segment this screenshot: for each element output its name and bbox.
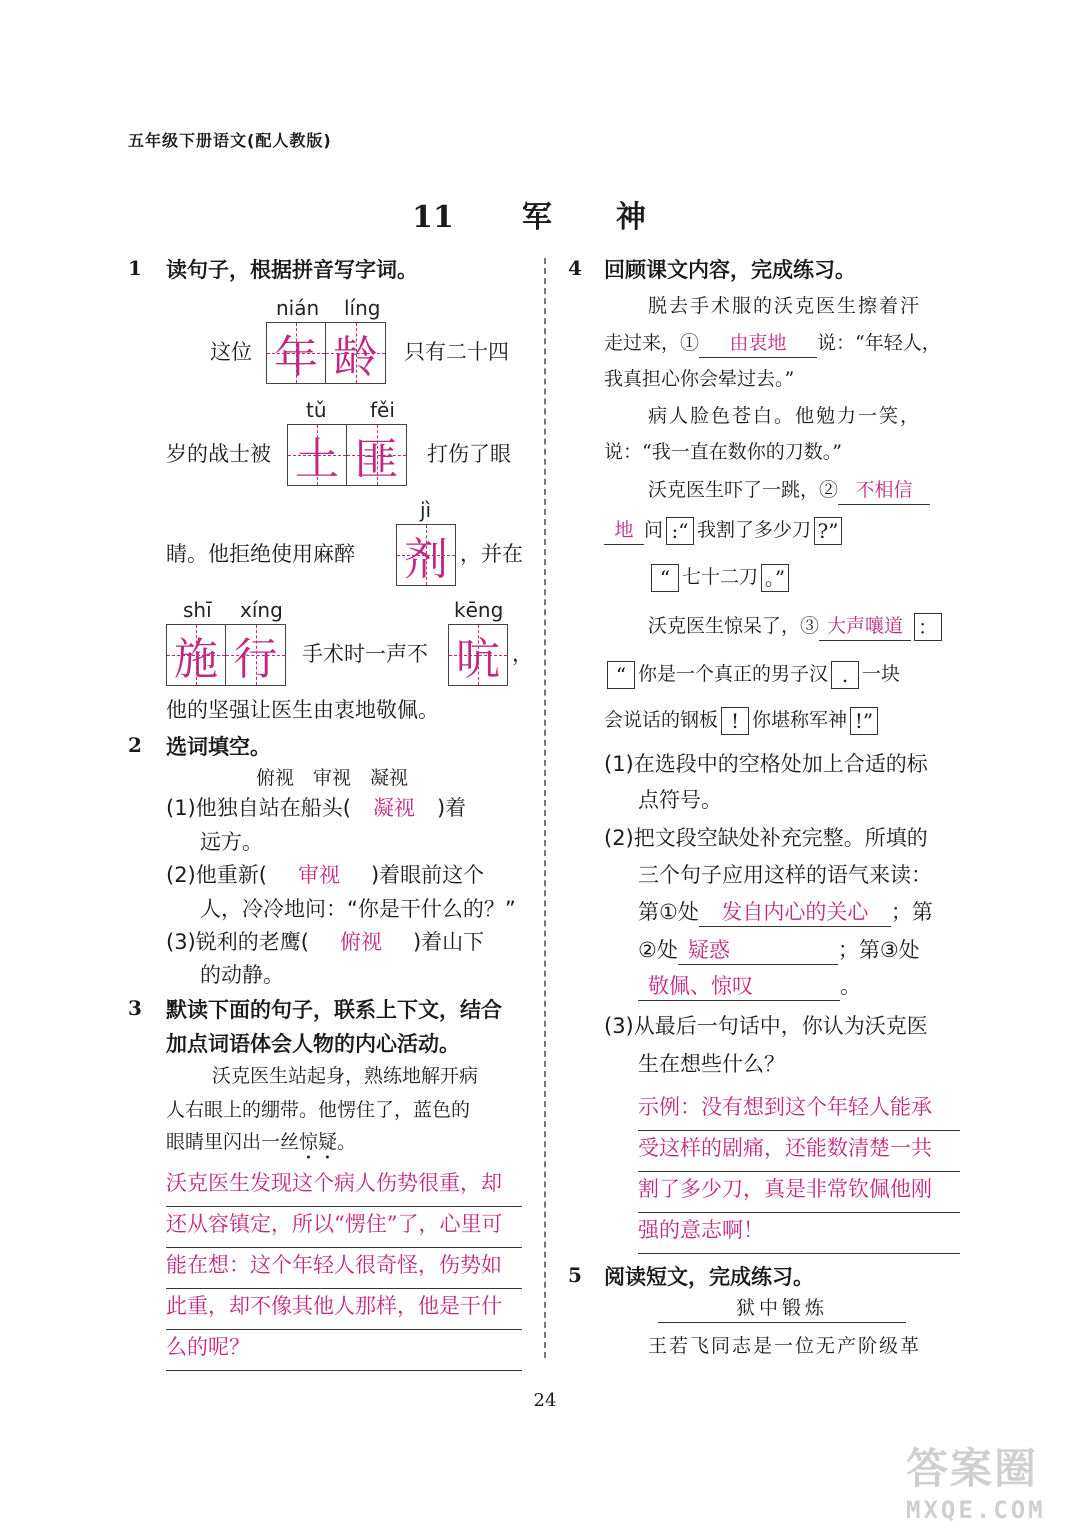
q2-s3-cont: 的动静。 — [200, 963, 284, 987]
q4-passage-5: 说：“我一直在数你的刀数。” — [604, 441, 842, 463]
q5-title: 阅读短文，完成练习。 — [604, 1265, 814, 1289]
q2-s1: (1)他独自站在船头( 凝视 )着 — [166, 796, 467, 820]
lesson-title — [0, 192, 1090, 236]
q1-text-1: 这位 — [210, 340, 252, 364]
q1-text-4: 打伤了眼 — [427, 442, 511, 466]
q4-title: 回顾课文内容，完成练习。 — [604, 258, 856, 282]
pinyin-shi: shī — [183, 598, 212, 622]
q4-passage-2: 走过来，① 由衷地 说：“年轻人， — [604, 329, 941, 358]
q1-text-8: ， — [512, 642, 533, 666]
q4-passage-4: 病人脸色苍白。他勉力一笑， — [648, 405, 922, 427]
q2-word-bank: 俯视 审视 凝视 — [256, 767, 409, 789]
char-grid-keng — [448, 624, 508, 686]
q4-blank-3: 大声嚷道 — [819, 612, 911, 641]
q3-passage-3: 眼睛里闪出一丝惊疑。 — [166, 1131, 357, 1153]
q4-passage-3: 我真担心你会晕过去。” — [604, 368, 795, 390]
q1-text-6: ，并在 — [460, 542, 523, 566]
char-cell: 龄 — [326, 322, 386, 384]
pinyin-ling: líng — [344, 296, 381, 320]
q4-s1-a: (1)在选段中的空格处加上合适的标 — [604, 752, 928, 776]
watermark-url: MXQE.COM — [906, 1496, 1046, 1524]
pinyin-fei: fěi — [370, 398, 395, 422]
q4-passage-10: “ 你是一个真正的男子汉 . 一块 — [604, 660, 900, 689]
q4-s2-e: 敬佩、惊叹 。 — [638, 972, 861, 1001]
q3-passage-1: 沃克医生站起身，熟练地解开病 — [212, 1065, 479, 1087]
answer-line: 么的呢？ — [166, 1330, 522, 1371]
q2-s1-cont: 远方。 — [200, 830, 263, 854]
punct-box: !” — [850, 707, 878, 735]
char-cell: 行 — [226, 624, 286, 686]
q2-answer-3: 俯视 — [339, 930, 382, 954]
punct-box: “ — [607, 661, 635, 689]
char-grid-nianling — [266, 322, 386, 384]
q5-number: 5 — [568, 1263, 582, 1287]
q4-passage-8: “ 七十二刀 。” — [648, 563, 792, 592]
q3-answer — [166, 1166, 522, 1371]
q4-answer — [638, 1090, 960, 1254]
q1-text-9: 他的坚强让医生由衷地敬佩。 — [166, 698, 439, 722]
q4-passage-11: 会说话的钢板 ! 你堪称军神 !” — [604, 706, 881, 735]
punct-box: ： — [914, 613, 942, 641]
answer-line: 此重，却不像其他人那样，他是干什 — [166, 1289, 522, 1330]
char-cell: 施 — [166, 624, 226, 686]
pinyin-ji: jì — [420, 498, 432, 522]
q4-s1-b: 点符号。 — [638, 788, 722, 812]
q4-blank-1: 由衷地 — [699, 329, 817, 358]
q4-s2-answer-1: 发自内心的关心 — [699, 898, 891, 927]
char-cell: 吭 — [448, 624, 508, 686]
q4-number: 4 — [568, 256, 582, 280]
punct-box: ! — [721, 707, 749, 735]
pinyin-xing: xíng — [240, 598, 283, 622]
q4-s2-a: (2)把文段空缺处补充完整。所填的 — [604, 826, 928, 850]
q4-s3-b: 生在想些什么？ — [638, 1052, 785, 1076]
answer-line: 还从容镇定，所以“愣住”了，心里可 — [166, 1207, 522, 1248]
char-cell: 剂 — [396, 524, 456, 586]
q1-text-5: 睛。他拒绝使用麻醉 — [166, 542, 355, 566]
answer-line: 割了多少刀，真是非常钦佩他刚 — [638, 1172, 960, 1213]
q2-answer-2: 审视 — [297, 863, 340, 887]
q3-title-2: 加点词语体会人物的内心活动。 — [166, 1032, 460, 1056]
char-grid-tufei — [287, 424, 407, 486]
q1-text-2: 只有二十四 — [404, 340, 509, 364]
answer-line: 示例：没有想到这个年轻人能承 — [638, 1090, 960, 1131]
q4-passage-1: 脱去手术服的沃克医生擦着汗 — [648, 295, 922, 317]
punct-box: “ — [651, 564, 679, 592]
punct-box: :“ — [666, 517, 694, 545]
q3-number: 3 — [128, 996, 142, 1020]
q4-passage-9: 沃克医生惊呆了，③ 大声嚷道 ： — [648, 612, 945, 641]
answer-line: 沃克医生发现这个病人伤势很重，却 — [166, 1166, 522, 1207]
title-char-1: 军 — [521, 200, 552, 235]
q1-text-7: 手术时一声不 — [302, 642, 428, 666]
q4-passage-6: 沃克医生吓了一跳，② 不相信 — [648, 476, 930, 505]
q4-blank-2: 不相信 — [838, 476, 930, 505]
q2-s3: (3)锐利的老鹰( 俯视 )着山下 — [166, 930, 485, 954]
book-header: 五年级下册语文(配人教版) — [128, 131, 332, 150]
q5-subtitle: 狱中锻炼 — [658, 1294, 906, 1323]
punct-box: ?” — [814, 517, 842, 545]
q2-s2: (2)他重新( 审视 )着眼前这个 — [166, 863, 485, 887]
title-char-2: 神 — [615, 200, 646, 235]
pinyin-tu: tǔ — [306, 398, 327, 422]
q2-number: 2 — [128, 733, 142, 757]
char-cell: 年 — [266, 322, 326, 384]
q1-text-3: 岁的战士被 — [166, 442, 271, 466]
q4-s2-b: 三个句子应用这样的语气来读： — [638, 863, 932, 887]
q1-title: 读句子，根据拼音写字词。 — [166, 258, 418, 282]
answer-line: 受这样的剧痛，还能数清楚一共 — [638, 1131, 960, 1172]
char-cell: 匪 — [347, 424, 407, 486]
q1-number: 1 — [128, 256, 142, 280]
answer-line: 强的意志啊！ — [638, 1213, 960, 1254]
punct-box: . — [831, 661, 859, 689]
q2-answer-1: 凝视 — [372, 796, 415, 820]
q5-passage-1: 王若飞同志是一位无产阶级革 — [648, 1335, 922, 1357]
watermark-text: 答案圈 — [906, 1444, 1039, 1493]
watermark-logo — [906, 1436, 1076, 1532]
punct-box: 。” — [761, 564, 789, 592]
q4-passage-7: 地 问 :“ 我割了多少刀 ?” — [604, 516, 845, 545]
char-grid-ji — [396, 524, 456, 586]
q3-title-1: 默读下面的句子，联系上下文，结合 — [166, 998, 502, 1022]
dotted-word: 惊疑 — [299, 1131, 338, 1153]
pinyin-nian: nián — [276, 296, 320, 320]
q4-s2-answer-3: 敬佩、惊叹 — [638, 972, 840, 1001]
char-cell: 土 — [287, 424, 347, 486]
q4-s2-c: 第①处 发自内心的关心 ；第 — [638, 898, 933, 927]
column-divider — [544, 258, 546, 1358]
pinyin-keng: kēng — [454, 598, 504, 622]
q4-s2-d: ②处 疑惑 ；第③处 — [638, 936, 920, 965]
q2-title: 选词填空。 — [166, 735, 271, 759]
q4-s2-answer-2: 疑惑 — [678, 936, 838, 965]
answer-line: 能在想：这个年轻人很奇怪，伤势如 — [166, 1248, 522, 1289]
page-number: 24 — [533, 1390, 557, 1411]
q4-s3-a: (3)从最后一句话中，你认为沃克医 — [604, 1014, 928, 1038]
char-grid-shixing — [166, 624, 286, 686]
lesson-number: 11 — [412, 200, 454, 235]
q3-passage-2: 人右眼上的绷带。他愣住了，蓝色的 — [166, 1099, 471, 1121]
q4-blank-2-cont: 地 — [604, 516, 644, 545]
q2-s2-cont: 人，冷冷地问：“你是干什么的？” — [200, 897, 516, 921]
